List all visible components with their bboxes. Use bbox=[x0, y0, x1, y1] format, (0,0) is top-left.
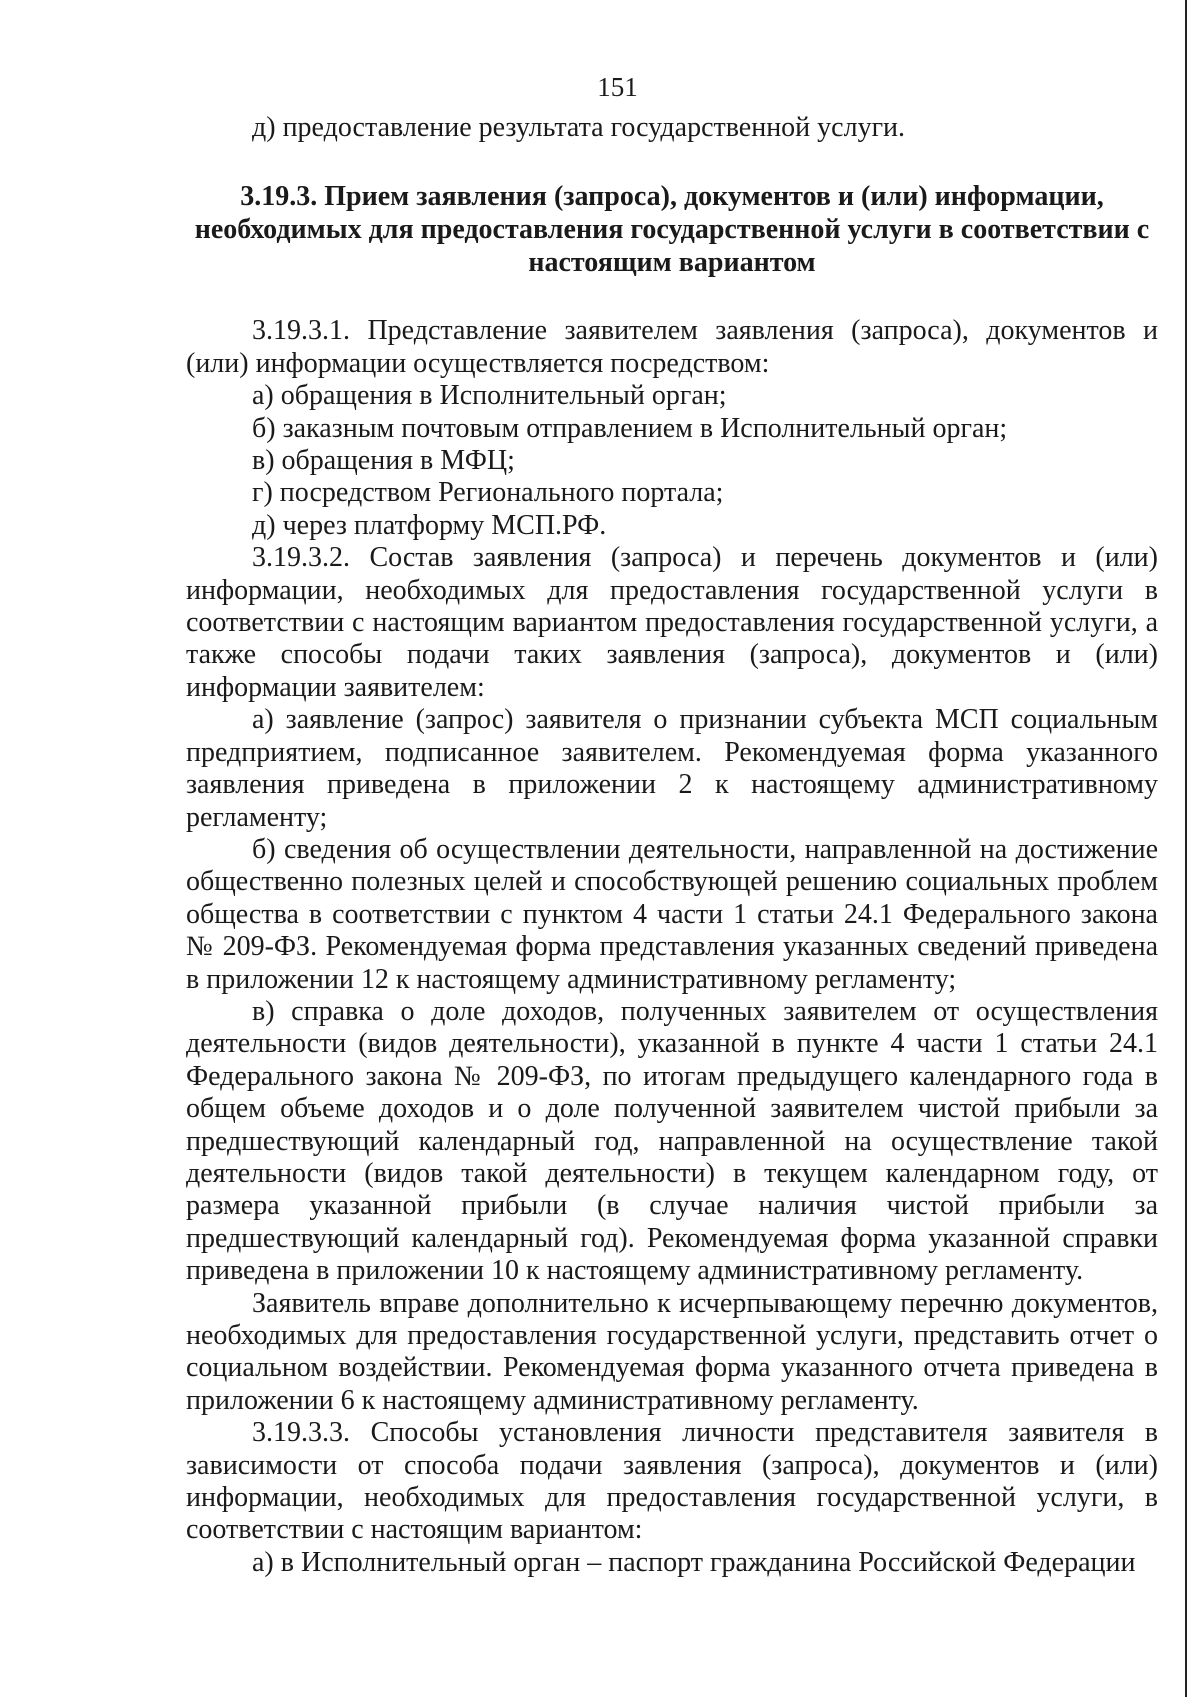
list-item-a: а) обращения в Исполнительный орган; bbox=[252, 380, 727, 412]
list-item-d: д) через платформу МСП.РФ. bbox=[252, 509, 607, 541]
list-item-b: б) заказным почтовым отправлением в Исполнительный орган; bbox=[252, 412, 1008, 444]
document-item-b: б) сведения об осуществлении деятельности, направленной на достижение общественно полезных целей и способствующей решению социальных проблем общества в соответствии с пунктом 4 части 1 статьи 24.1 Федерального закона № 209-ФЗ. Рекомендуемая форма представления указанных сведений приведена в приложении 12 к настоящему административному регламенту; bbox=[186, 833, 1158, 995]
section-heading: 3.19.3. Прием заявления (запроса), документов и (или) информации, необходимых для предоставления государственной услуги в соответствии с настоящим вариантом bbox=[194, 181, 1150, 279]
paragraph-social-report: Заявитель вправе дополнительно к исчерпывающему перечню документов, необходимых для предоставления государственной услуги, представить отчет о социальном воздействии. Рекомендуемая форма указанного отчета приведена в приложении 6 к настоящему административному регламенту. bbox=[186, 1287, 1158, 1416]
list-item-v: в) обращения в МФЦ; bbox=[252, 445, 515, 477]
document-body bbox=[186, 112, 1158, 1579]
paragraph-3-19-3-1: 3.19.3.1. Представление заявителем заявления (запроса), документов и (или) информации осуществляется посредством: bbox=[186, 315, 1158, 379]
page-edge-line bbox=[1185, 0, 1187, 1697]
document-item-v: в) справка о доле доходов, полученных заявителем от осуществления деятельности (видов деятельности), указанной в пункте 4 части 1 статьи 24.1 Федерального закона № 209-ФЗ, по итогам предыдущего календарного года в общем объеме доходов и о доле полученной заявителем чистой прибыли за предшествующий календарный год, направленной на осуществление такой деятельности (видов такой деятельности) в текущем календарном году, от размера указанной прибыли (в случае наличия чистой прибыли за предшествующий календарный год). Рекомендуемая форма указанной справки приведена в приложении 10 к настоящему административному регламенту. bbox=[186, 995, 1158, 1287]
identity-item-a: а) в Исполнительный орган – паспорт гражданина Российской Федерации bbox=[252, 1546, 1136, 1578]
intro-line: д) предоставление результата государственной услуги. bbox=[252, 112, 906, 143]
list-item-g: г) посредством Регионального портала; bbox=[252, 477, 724, 509]
paragraph-3-19-3-2: 3.19.3.2. Состав заявления (запроса) и перечень документов и (или) информации, необходимых для предоставления государственной услуги в соответствии с настоящим вариантом предоставления государственной услуги, а также способы подачи таких заявления (запроса), документов и (или) информации заявителем: bbox=[186, 542, 1158, 703]
page-number: 151 bbox=[597, 72, 638, 102]
document-item-a: а) заявление (запрос) заявителя о признании субъекта МСП социальным предприятием, подписанное заявителем. Рекомендуемая форма указанного заявления приведена в приложении 2 к настоящему административному регламенту; bbox=[186, 704, 1158, 833]
paragraph-3-19-3-3: 3.19.3.3. Способы установления личности представителя заявителя в зависимости от способа подачи заявления (запроса), документов и (или) информации, необходимых для предоставления государственной услуги, в соответствии с настоящим вариантом: bbox=[186, 1417, 1158, 1546]
